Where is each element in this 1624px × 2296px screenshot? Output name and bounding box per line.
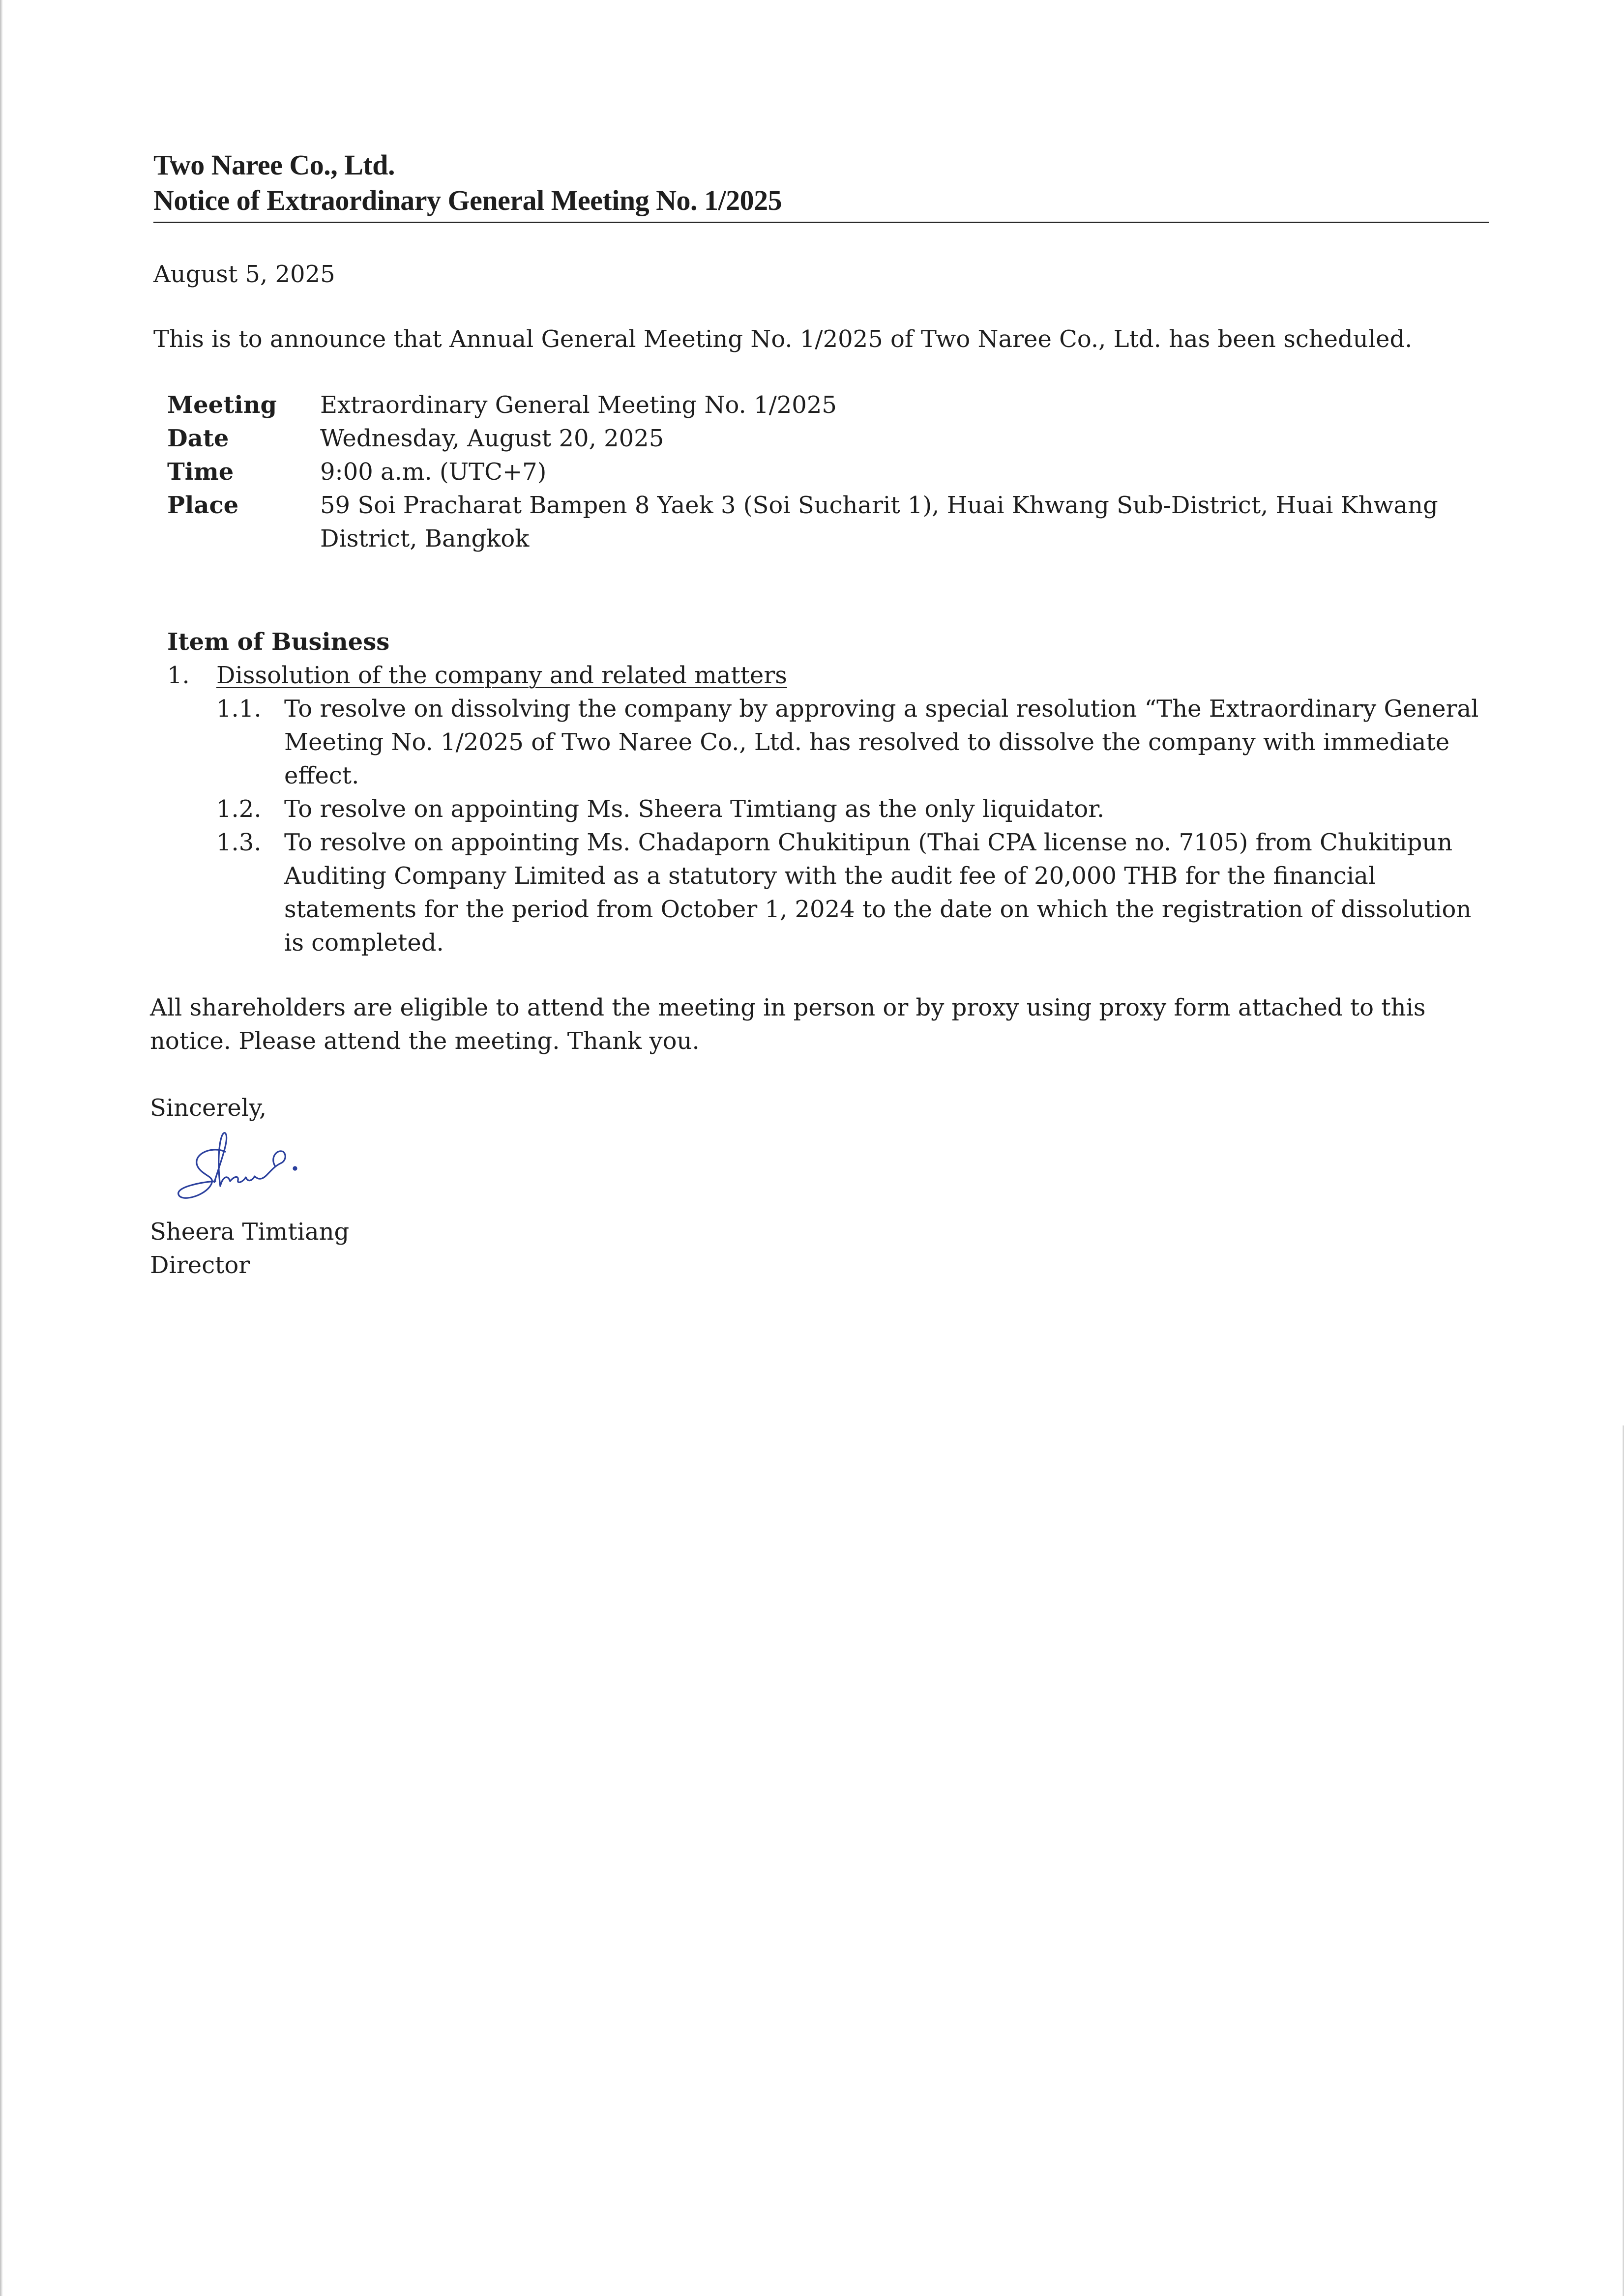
meeting-details: [167, 388, 1495, 555]
subitem-number: 1.2.: [216, 795, 262, 823]
business-subitem: [216, 692, 1495, 792]
detail-value: 9:00 a.m. (UTC+7): [320, 458, 547, 486]
detail-row-time: [167, 455, 1495, 489]
signature-dot: [294, 1167, 296, 1170]
signature-stroke-loop: [214, 1133, 230, 1186]
detail-label: Time: [167, 458, 234, 486]
business-item: [167, 659, 1495, 692]
subitem-text: To resolve on appointing Ms. Chadaporn Chukitipun (Thai CPA license no. 7105) from Chukitipun Auditing Company Limited as a statutory with the audit fee of 20,000 THB for the financial statements for the period from October 1, 2024 to the date on which the registration of dissolution is completed.: [284, 829, 1472, 957]
business-subitem: [216, 792, 1495, 826]
subitem-text: To resolve on dissolving the company by approving a special resolution “The Extraordinary General Meeting No. 1/2025 of Two Naree Co., Ltd. has resolved to dissolve the company with immediate effect.: [284, 695, 1479, 789]
business-heading: Item of Business: [167, 628, 390, 656]
notice-title: Notice of Extraordinary General Meeting No. 1/2025: [153, 184, 782, 216]
signature-strokes: [178, 1133, 296, 1198]
header-divider: [153, 222, 1489, 223]
detail-label: Place: [167, 492, 239, 519]
item-number: 1.: [167, 662, 190, 689]
company-name: Two Naree Co., Ltd.: [153, 149, 395, 181]
detail-label: Date: [167, 425, 229, 452]
detail-value: Wednesday, August 20, 2025: [320, 425, 664, 452]
subitem-number: 1.1.: [216, 695, 262, 723]
intro-paragraph: This is to announce that Annual General Meeting No. 1/2025 of Two Naree Co., Ltd. has been scheduled.: [153, 325, 1413, 353]
signer-position: Director: [150, 1251, 250, 1279]
scan-edge-right: [1622, 1425, 1624, 2296]
subitem-number: 1.3.: [216, 829, 262, 856]
detail-label: Meeting: [167, 391, 277, 419]
signer-block: [150, 1215, 349, 1282]
signer-name: Sheera Timtiang: [150, 1218, 350, 1246]
letter-date: August 5, 2025: [153, 261, 335, 288]
handwritten-signature: [171, 1128, 319, 1217]
item-of-business: [167, 625, 1495, 959]
scan-edge-left: [0, 0, 3, 2296]
detail-row-date: [167, 422, 1495, 455]
detail-value: Extraordinary General Meeting No. 1/2025: [320, 391, 837, 419]
detail-row-meeting: [167, 388, 1495, 422]
item-title: Dissolution of the company and related matters: [216, 662, 787, 689]
business-subitem: [216, 826, 1495, 959]
subitem-text: To resolve on appointing Ms. Sheera Timtiang as the only liquidator.: [284, 795, 1105, 823]
detail-row-place: [167, 489, 1495, 555]
closing-paragraph: All shareholders are eligible to attend the meeting in person or by proxy using proxy form attached to this notice. Please attend the meeting. Thank you.: [150, 994, 1426, 1055]
signature-stroke-tail: [230, 1151, 285, 1182]
document-header: [153, 147, 1489, 218]
detail-value: 59 Soi Pracharat Bampen 8 Yaek 3 (Soi Sucharit 1), Huai Khwang Sub-District, Huai Khwang District, Bangkok: [320, 492, 1438, 552]
salutation: Sincerely,: [150, 1094, 267, 1122]
